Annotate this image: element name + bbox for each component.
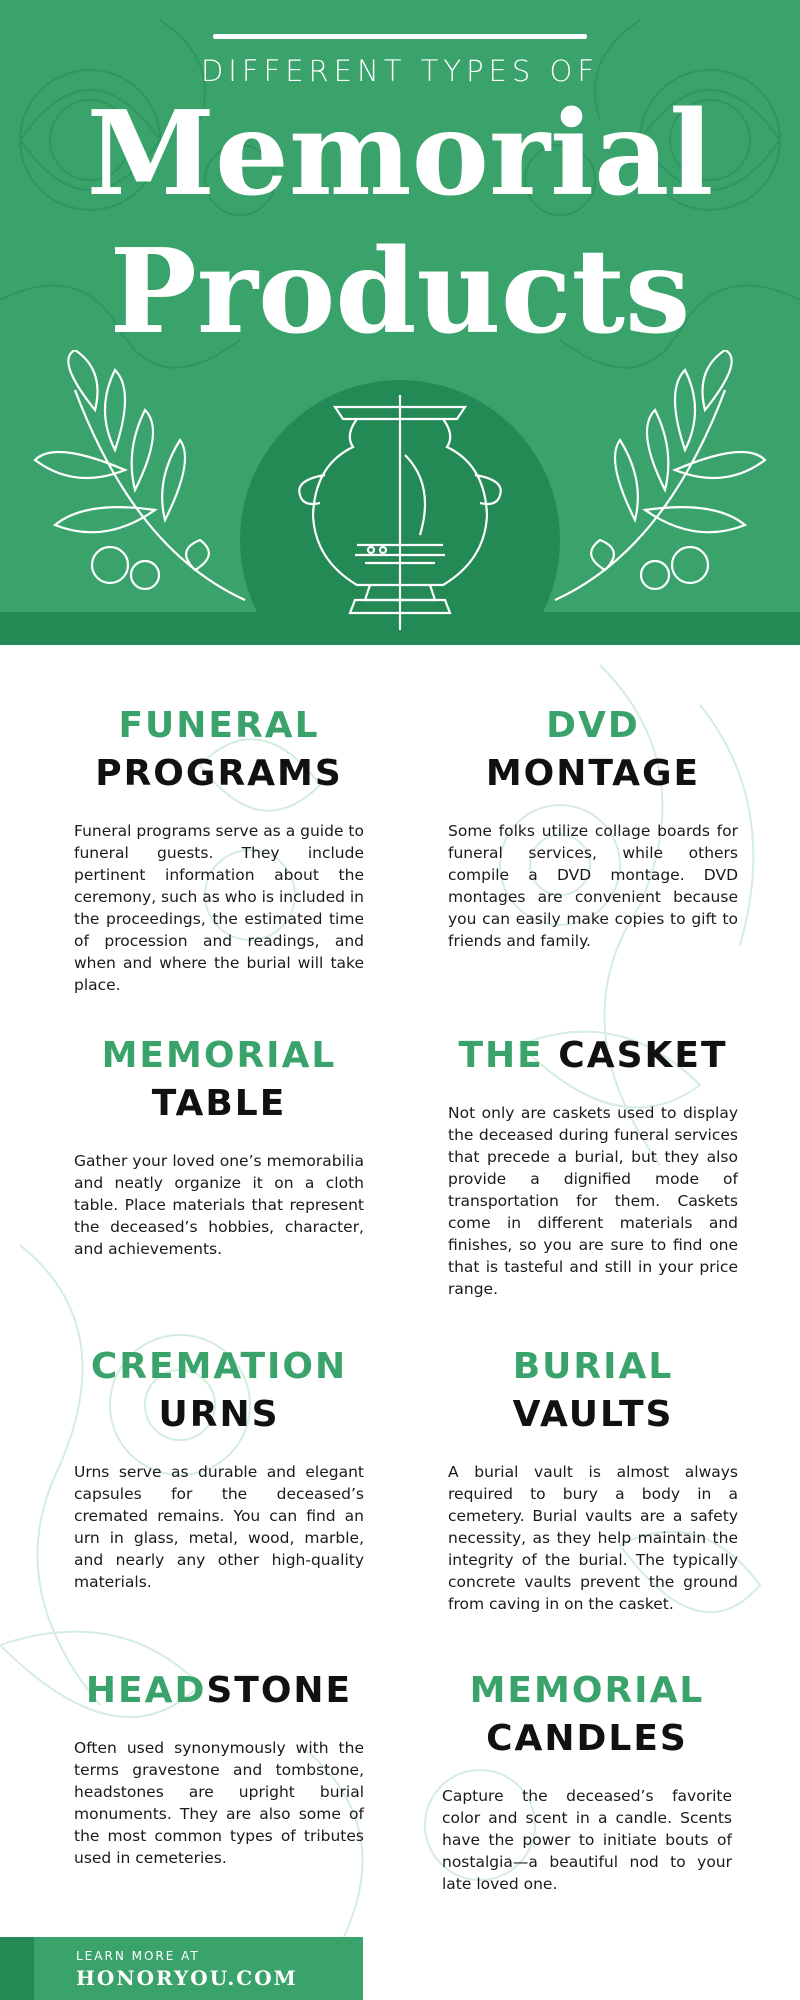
section-heading-line2: PROGRAMS <box>95 753 343 794</box>
section-heading <box>448 1032 738 1080</box>
header-banner <box>0 0 800 645</box>
title-kicker: DIFFERENT TYPES OF <box>200 54 600 88</box>
section-heading-line1: FUNERAL <box>118 705 320 746</box>
section-burial-vaults <box>448 1343 738 1615</box>
footer-learn-more: LEARN MORE AT <box>76 1949 200 1963</box>
section-heading-line2: VAULTS <box>512 1394 674 1435</box>
footer-accent-tab <box>0 1937 34 2000</box>
section-dvd-montage <box>448 702 738 952</box>
section-memorial-table <box>74 1032 364 1260</box>
section-heading-line2: TABLE <box>151 1083 287 1124</box>
section-heading-black: CASKET <box>558 1035 728 1076</box>
content-area <box>0 645 800 2000</box>
section-body: Urns serve as durable and elegant capsules for the deceased’s cremated remains. You can find an urn in glass, metal, wood, marble, and nearly any other high-quality materials. <box>74 1463 364 1591</box>
section-funeral-programs <box>74 702 364 996</box>
title-top-rule <box>213 34 587 39</box>
section-heading-line2: URNS <box>158 1394 280 1435</box>
section-cremation-urns <box>74 1343 364 1593</box>
section-heading <box>74 1667 364 1715</box>
section-heading-line1: CREMATION <box>90 1346 348 1387</box>
page-title-line1: Memorial <box>86 86 714 222</box>
section-body: Some folks utilize collage boards for funeral services, while others compile a DVD montage. DVD montages are convenient because you can easily make copies to gift to friends and family. <box>448 822 738 950</box>
section-heading-line1: DVD <box>546 705 640 746</box>
section-body: Capture the deceased’s favorite color and scent in a candle. Scents have the power to initiate bouts of nostalgia—a beautiful nod to your late loved one. <box>442 1787 732 1893</box>
section-body: A burial vault is almost always required to bury a body in a cemetery. Burial vaults are a safety necessity, as they help maintain the integrity of the burial. The typically concrete vaults prevent the ground from caving in on the casket. <box>448 1463 738 1613</box>
section-body: Gather your loved one’s memorabilia and neatly organize it on a cloth table. Place materials that represent the deceased’s hobbies, character, and achievements. <box>74 1152 364 1258</box>
section-heading-black: STONE <box>206 1670 353 1711</box>
urn-illustration-icon <box>285 395 515 635</box>
section-heading-line2: MONTAGE <box>485 753 701 794</box>
footer-banner <box>0 1937 363 2000</box>
page-title-line2: Products <box>109 224 691 360</box>
section-heading-line1: BURIAL <box>512 1346 674 1387</box>
leaf-branch-icon <box>545 350 785 610</box>
footer-site-link[interactable]: HONORYOU.COM <box>76 1966 298 1990</box>
section-headstone <box>74 1667 364 1869</box>
section-heading-line1: MEMORIAL <box>101 1035 337 1076</box>
section-body: Funeral programs serve as a guide to funeral guests. They include pertinent information about the ceremony, such as who is included in the proceedings, the estimated time of procession and readings, and when and where the burial will take place. <box>74 822 365 994</box>
section-the-casket <box>448 1032 738 1300</box>
section-heading-green: THE <box>458 1035 544 1076</box>
leaf-branch-icon <box>15 350 255 610</box>
section-heading-line1: MEMORIAL <box>469 1670 705 1711</box>
section-body: Not only are caskets used to display the deceased during funeral services that precede a burial, but they also provide a dignified mode of transportation for them. Caskets come in different materials and finishes, so you are sure to find one that is tasteful and still in your price range. <box>448 1104 738 1298</box>
section-heading-line2: CANDLES <box>486 1718 688 1759</box>
section-body: Often used synonymously with the terms gravestone and tombstone, headstones are upright burial monuments. They are also some of the most common types of tributes used in cemeteries. <box>74 1739 364 1867</box>
section-memorial-candles <box>442 1667 732 1895</box>
section-heading-green: HEAD <box>85 1670 207 1711</box>
